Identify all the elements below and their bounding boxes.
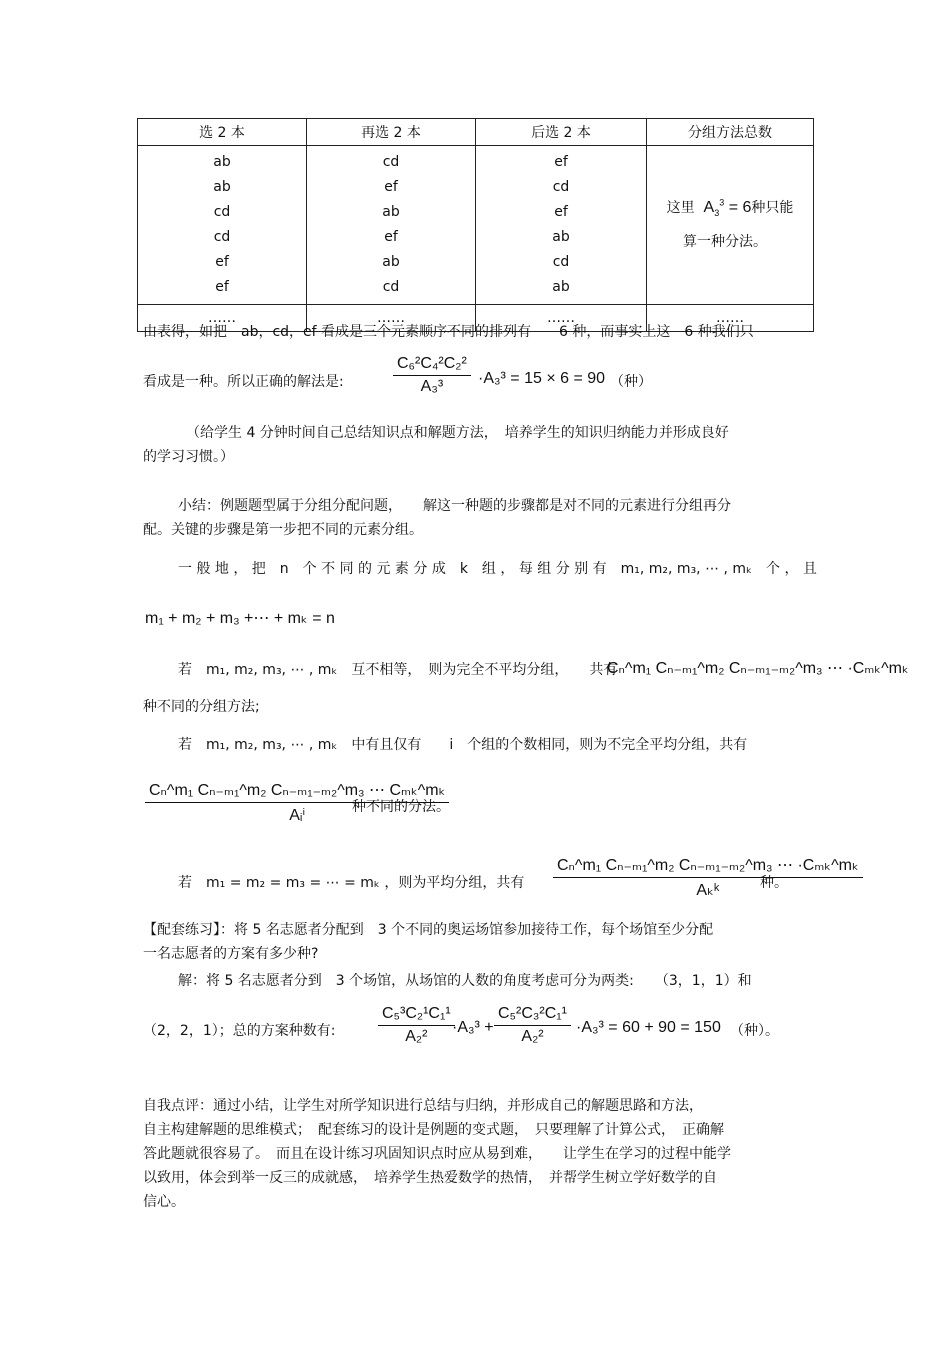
cell: cd [552,254,570,270]
grouping-table [137,118,814,332]
case3-text: 若 m₁ = m₂ = m₃ = ⋯ = mₖ ，则为平均分组，共有 [178,875,525,891]
table-header: 分组方法总数 [647,119,814,146]
note-text: 种只能 [751,200,794,216]
case3-fraction [553,855,863,900]
formula1-unit: （种） [610,374,652,390]
sol-fraction-2 [494,1005,571,1046]
table-header: 后选 2 本 [476,119,647,146]
review-line: 自主构建解题的思维模式； 配套练习的设计是例题的变式题， 只要理解了计算公式， 正确解 [143,1122,724,1138]
cell: ab [552,229,570,245]
cell: ef [215,279,229,295]
sol-f2-denominator: A₂² [521,1028,544,1045]
note-text: 算一种分法。 [683,234,767,250]
review-line: 信心。 [143,1194,185,1210]
case1-post: 种不同的分组方法; [143,699,260,715]
table-note [647,146,814,305]
cell: cd [382,154,400,170]
para-explanation: 由表得，如把 ab，cd，ef 看成是三个元素顺序不同的排列有 6 种，而事实上这 6 种我们只 [143,324,754,340]
cell: …… [476,305,647,332]
cell: cd [552,179,570,195]
solution-line1: 解：将 5 名志愿者分到 3 个场馆，从场馆的人数的角度考虑可分为两类: （3，1，1）和 [178,973,752,989]
cell: cd [213,229,231,245]
case2-denominator: Aᵢⁱ [289,807,306,824]
formula1-fraction [393,355,471,396]
cell: ef [384,179,398,195]
cell: …… [647,305,814,332]
sol-fraction-1 [378,1005,455,1046]
case2-text: 若 m₁, m₂, m₃, ⋯ , mₖ 中有且仅有 i 个组的个数相同，则为不完全平均分组，共有 [178,737,748,753]
cell: ab [552,279,570,295]
table-header: 选 2 本 [138,119,307,146]
case2-numerator: Cₙ^m₁ Cₙ₋ₘ₁^m₂ Cₙ₋ₘ₁₋ₘ₂^m₃ ⋯ Cₘₖ^mₖ [145,780,449,803]
cell: …… [307,305,476,332]
exercise-line2: 一名志愿者的方案有多少种? [143,946,319,962]
cell: …… [138,305,307,332]
general-sum: m₁ + m₂ + m₃ +⋯ + mₖ = n [145,610,335,627]
review-line: 自我点评：通过小结，让学生对所学知识进行总结与归纳，并形成自己的解题思路和方法， [143,1098,703,1114]
solution-line2: （2，2，1）；总的方案种数有: [143,1023,336,1039]
summary-line1: 小结：例题题型属于分组分配问题， 解这一种题的步骤都是对不同的元素进行分组再分 [178,498,731,514]
case3-denominator: Aₖᵏ [696,882,720,899]
para-teacher-note-2: 的学习习惯。） [143,449,234,465]
cell: ab [213,179,231,195]
col-first [138,146,307,305]
col-third [476,146,647,305]
cell: ab [382,254,400,270]
cell: ef [215,254,229,270]
case3-post: 种。 [760,875,788,891]
case2-post: 种不同的分法。 [352,799,450,815]
formula1-numerator: C₆²C₄²C₂² [393,355,471,376]
cell: ab [213,154,231,170]
note-formula: $A_3^3 = 6$ [703,197,752,219]
cell: cd [213,204,231,220]
cell: ef [554,204,568,220]
formula1-denominator: A₃³ [420,378,444,395]
cell: cd [382,279,400,295]
cell: ef [554,154,568,170]
table-header-row [138,119,814,146]
review-line: 以致用，体会到举一反三的成就感， 培养学生热爱数学的热情， 并帮学生树立学好数学的自 [143,1170,717,1186]
case1-formula: Cₙ^m₁ Cₙ₋ₘ₁^m₂ Cₙ₋ₘ₁₋ₘ₂^m₃ ⋯ ·Cₘₖ^mₖ [607,660,909,677]
cell: ab [382,204,400,220]
para-teacher-note: （给学生 4 分钟时间自己总结知识点和解题方法， 培养学生的知识归纳能力并形成良好 [186,425,729,441]
cell: ef [384,229,398,245]
col-second [307,146,476,305]
case3-numerator: Cₙ^m₁ Cₙ₋ₘ₁^m₂ Cₙ₋ₘ₁₋ₘ₂^m₃ ⋯ ·Cₘₖ^mₖ [553,855,863,878]
para-solution-intro: 看成是一种。所以正确的解法是: [143,374,344,390]
exercise-line1: 【配套练习】：将 5 名志愿者分配到 3 个不同的奥运场馆参加接待工作，每个场馆至少分配 [143,922,714,938]
table-header: 再选 2 本 [307,119,476,146]
sol-f1-numerator: C₅³C₂¹C₁¹ [378,1005,455,1026]
formula1-rest: ·A₃³ = 15 × 6 = 90 [478,370,606,387]
case1-text: 若 m₁, m₂, m₃, ⋯ , mₖ 互不相等， 则为完全不平均分组， 共有 [178,662,618,678]
sol-f2-numerator: C₅²C₃²C₁¹ [494,1005,571,1026]
sol-mid: ·A₃³ + [452,1019,494,1036]
sol-f1-denominator: A₂² [405,1028,428,1045]
summary-line2: 配。关键的步骤是第一步把不同的元素分组。 [143,522,423,538]
general-statement: 一 般 地 ， 把 n 个 不 同 的 元 素 分 成 k 组 ， 每 组 分 别 有 m₁, m₂, m₃, ⋯ , mₖ 个 ， 且 [178,561,817,577]
sol-unit: （种）。 [730,1023,779,1039]
sol-rest: ·A₃³ = 60 + 90 = 150 [576,1019,721,1036]
review-line: 答此题就很容易了。 而且在设计练习巩固知识点时应从易到难， 让学生在学习的过程中能学 [143,1146,731,1162]
note-text: 这里 [666,200,695,216]
table-row [138,146,814,305]
